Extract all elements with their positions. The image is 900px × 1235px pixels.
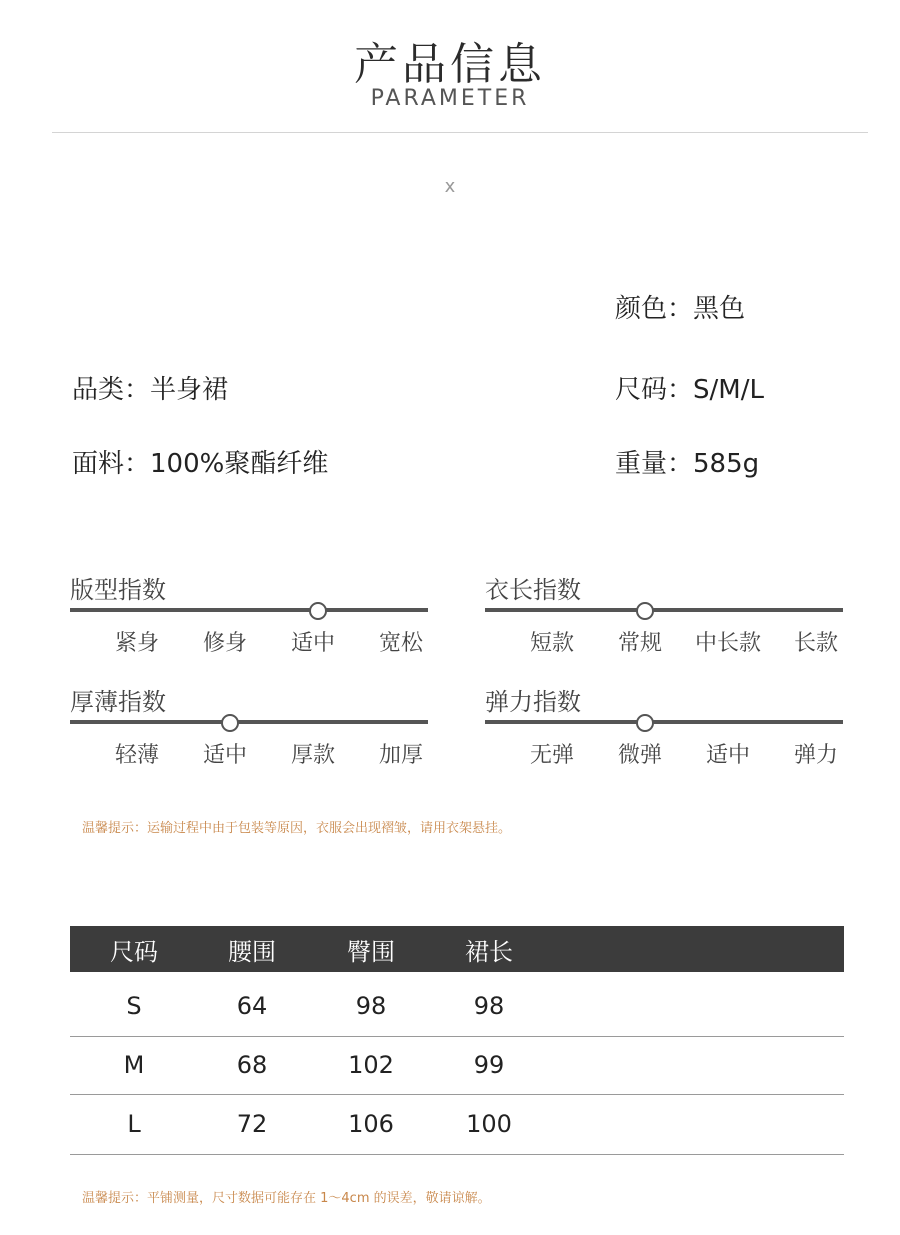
index-option: 微弹 — [617, 743, 662, 768]
table-cell: M — [123, 1051, 145, 1079]
page-title: 产品信息 — [354, 39, 546, 90]
index-title: 弹力指数 — [485, 688, 581, 716]
index-option: 修身 — [202, 631, 247, 656]
index-option: 加厚 — [378, 743, 423, 768]
index-option: 宽松 — [378, 631, 423, 656]
table-row-divider — [70, 1036, 844, 1037]
note-measurement: 温馨提示：平铺测量，尺寸数据可能存在 1～4cm 的误差，敬请谅解。 — [82, 1191, 491, 1206]
index-option: 常规 — [617, 631, 662, 656]
attr-weight: 重量：585g — [615, 449, 760, 479]
note-packaging: 温馨提示：运输过程中由于包装等原因，衣服会出现褶皱，请用衣架悬挂。 — [82, 821, 512, 836]
index-option: 无弹 — [529, 743, 574, 768]
table-cell: 64 — [236, 992, 268, 1020]
index-option: 弹力 — [793, 743, 838, 768]
index-option: 轻薄 — [114, 743, 159, 768]
table-cell: 98 — [473, 992, 505, 1020]
table-cell: L — [127, 1110, 141, 1138]
table-row-divider — [70, 1094, 844, 1095]
attr-color: 颜色：黑色 — [615, 294, 746, 324]
table-cell: 99 — [473, 1051, 505, 1079]
table-cell: 102 — [348, 1051, 394, 1079]
index-option: 中长款 — [694, 631, 761, 656]
index-option: 适中 — [290, 631, 335, 656]
table-cell: 68 — [236, 1051, 268, 1079]
index-track — [485, 608, 843, 612]
index-option: 紧身 — [114, 631, 159, 656]
index-track — [70, 608, 428, 612]
index-knob — [221, 714, 239, 732]
index-option: 长款 — [793, 631, 838, 656]
attr-category: 品类：半身裙 — [72, 375, 229, 405]
index-track — [70, 720, 428, 724]
table-cell: 100 — [466, 1110, 512, 1138]
table-header-cell: 臀围 — [347, 938, 395, 966]
index-title: 版型指数 — [70, 576, 166, 604]
table-row-divider — [70, 1154, 844, 1155]
table-header-cell: 腰围 — [228, 938, 276, 966]
index-track — [485, 720, 843, 724]
index-title: 衣长指数 — [485, 576, 581, 604]
table-cell: S — [126, 992, 142, 1020]
index-option: 短款 — [529, 631, 574, 656]
attr-fabric: 面料：100%聚酯纤维 — [72, 449, 329, 479]
index-option: 厚款 — [290, 743, 335, 768]
table-cell: 98 — [355, 992, 387, 1020]
index-knob — [636, 714, 654, 732]
table-cell: 106 — [348, 1110, 394, 1138]
table-header-cell: 裙长 — [465, 938, 513, 966]
table-header-cell: 尺码 — [110, 938, 158, 966]
index-knob — [636, 602, 654, 620]
index-option: 适中 — [705, 743, 750, 768]
index-option: 适中 — [202, 743, 247, 768]
attr-size: 尺码：S/M/L — [615, 375, 764, 405]
page-subtitle: PARAMETER — [370, 86, 530, 111]
index-knob — [309, 602, 327, 620]
table-cell: 72 — [236, 1110, 268, 1138]
header-divider — [52, 132, 868, 133]
index-title: 厚薄指数 — [70, 688, 166, 716]
x-mark: x — [444, 176, 456, 197]
